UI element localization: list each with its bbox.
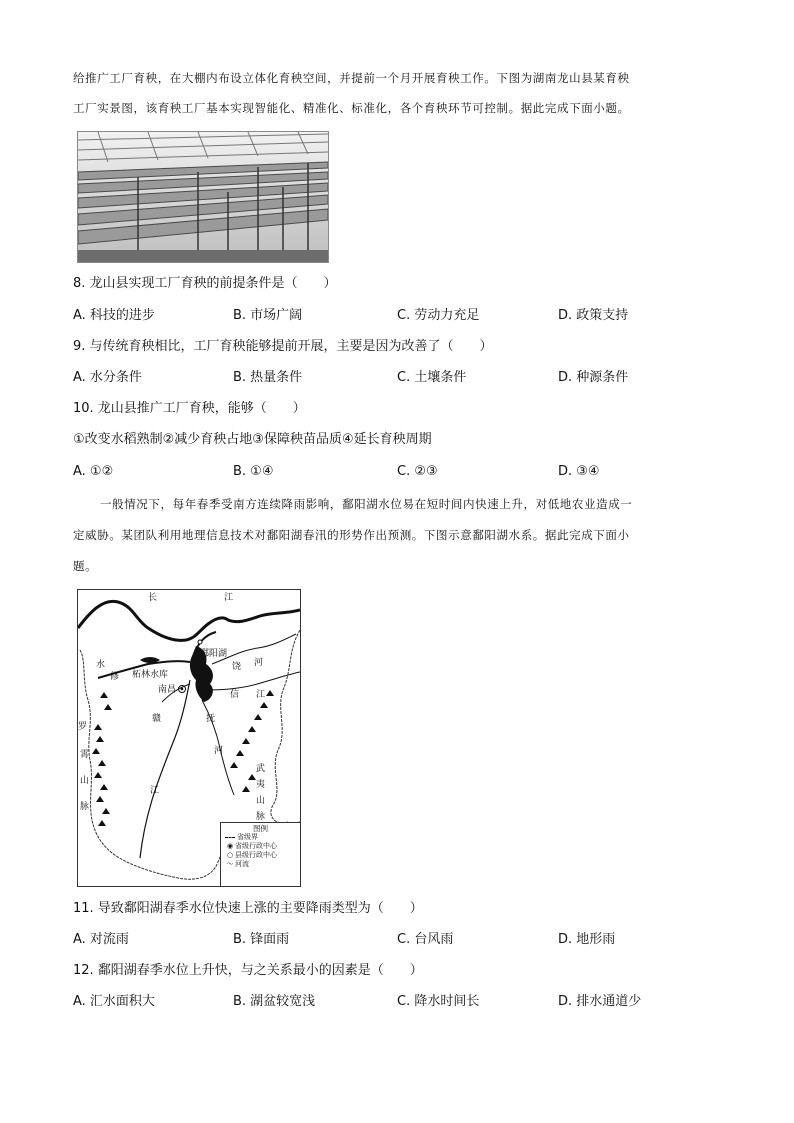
q10-option-a[interactable]: A. ①② (73, 464, 114, 479)
legend-item-river: 〜 河流 (226, 860, 249, 868)
map-legend (220, 822, 301, 887)
map-label-shan-w: 山 (256, 796, 266, 806)
map-label-gan: 赣 (152, 714, 162, 724)
map-label-zhelin: 柘林水库 (132, 670, 169, 680)
q9-option-a[interactable]: A. 水分条件 (73, 370, 142, 385)
q11-option-d[interactable]: D. 地形雨 (558, 932, 616, 947)
q12-option-d[interactable]: D. 排水通道少 (558, 994, 642, 1009)
q9-option-b[interactable]: B. 热量条件 (233, 370, 303, 385)
map-label-shan-l: 山 (80, 776, 90, 786)
q9-option-c[interactable]: C. 土壤条件 (397, 370, 467, 385)
passage2-line2: 定威胁。某团队利用地理信息技术对鄱阳湖春汛的形势作出预测。下图示意鄱阳湖水系。据此完成下面小 (73, 528, 630, 542)
map-label-jiang-gan: 江 (150, 786, 160, 796)
map-label-xiu: 修 (110, 672, 120, 682)
q11-option-b[interactable]: B. 锋面雨 (233, 932, 290, 947)
q12-option-b[interactable]: B. 湖盆较宽浅 (233, 994, 316, 1009)
map-label-he-fu: 河 (214, 746, 224, 756)
q12-option-a[interactable]: A. 汇水面积大 (73, 994, 155, 1009)
q10-stem: 10. 龙山县推广工厂育秧，能够（ ） (73, 401, 306, 416)
legend-item-border: 省级界 (221, 833, 300, 842)
q10-option-b[interactable]: B. ①④ (233, 464, 274, 479)
q10-statement: ①改变水稻熟制②减少育秧占地③保障秧苗品质④延长育秧周期 (73, 432, 432, 447)
map-label-jiang-top: 江 (224, 593, 234, 603)
map-label-poyang: 鄱阳湖 (200, 649, 228, 659)
map-label-shui: 水 (96, 660, 106, 670)
q9-option-d[interactable]: D. 种源条件 (558, 370, 629, 385)
legend-title: 图例 (253, 824, 268, 833)
q8-stem: 8. 龙山县实现工厂育秧的前提条件是（ ） (73, 276, 337, 291)
map-label-mai-w: 脉 (256, 812, 266, 822)
map-label-he-rao: 河 (254, 658, 264, 668)
q8-option-d[interactable]: D. 政策支持 (558, 308, 629, 323)
legend-item-county-center: ○ 县级行政中心 (226, 851, 277, 859)
q9-stem: 9. 与传统育秧相比，工厂育秧能够提前开展，主要是因为改善了（ ） (73, 339, 493, 354)
q8-option-b[interactable]: B. 市场广阔 (233, 308, 303, 323)
passage1-line2: 工厂实景图，该育秧工厂基本实现智能化、精准化、标准化，各个育秧环节可控制。据此完成下面小题。 (73, 101, 630, 115)
q12-option-c[interactable]: C. 降水时间长 (397, 994, 480, 1009)
map-label-nanchang: 南昌 (158, 685, 177, 695)
map-label-xiao: 霄 (80, 750, 90, 760)
map-label-jiang-xin: 江 (256, 690, 266, 700)
map-label-fu: 抚 (206, 714, 216, 724)
map-label-rao: 饶 (232, 662, 242, 672)
map-label-chang: 长 (148, 593, 158, 603)
q11-option-c[interactable]: C. 台风雨 (397, 932, 454, 947)
map-label-yi: 夷 (256, 780, 266, 790)
q11-option-a[interactable]: A. 对流雨 (73, 932, 129, 947)
q10-option-d[interactable]: D. ③④ (558, 464, 600, 479)
seedling-factory-photo (77, 131, 329, 263)
q8-option-a[interactable]: A. 科技的进步 (73, 308, 155, 323)
legend-item-provincial-center: ◉ 省级行政中心 (226, 842, 277, 850)
q11-stem: 11. 导致鄱阳湖春季水位快速上涨的主要降雨类型为（ ） (73, 901, 423, 916)
map-label-mai-l: 脉 (80, 802, 90, 812)
poyang-lake-map (77, 589, 301, 887)
passage1-line1: 给推广工厂育秧，在大棚内布设立体化育秧空间，并提前一个月开展育秧工作。下图为湖南龙山县某育秧 (73, 71, 630, 85)
map-label-xin: 信 (230, 690, 240, 700)
q8-option-c[interactable]: C. 劳动力充足 (397, 308, 480, 323)
passage2-line3: 题。 (73, 559, 98, 573)
map-label-luo: 罗 (78, 722, 88, 732)
passage2-line1: 一般情况下，每年春季受南方连续降雨影响，鄱阳湖水位易在短时间内快速上升，对低地农业造成一 (100, 497, 633, 511)
q12-stem: 12. 鄱阳湖春季水位上升快，与之关系最小的因素是（ ） (73, 963, 423, 978)
map-label-wu: 武 (256, 764, 266, 774)
q10-option-c[interactable]: C. ②③ (397, 464, 438, 479)
